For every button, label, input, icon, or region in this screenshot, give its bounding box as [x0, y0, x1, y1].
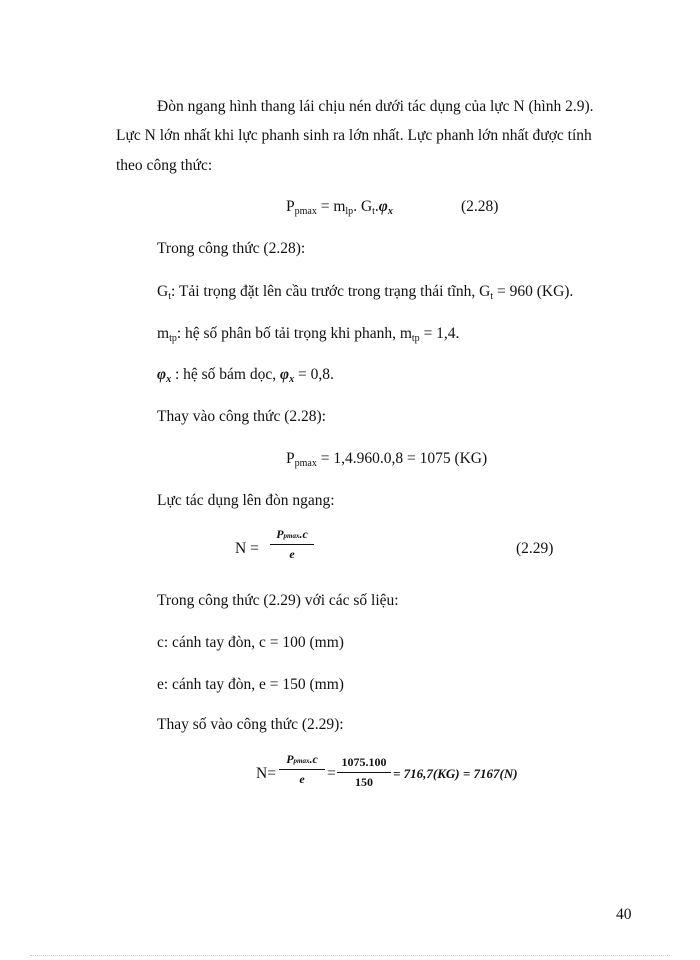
- paragraph-line-3: theo công thức:: [116, 157, 213, 174]
- phi-definition: $\varphi_x$ : hệ số bám dọc, $\varphi_x = 0,8$.: [157, 366, 334, 385]
- equation-2-28: $P_{pmax} = m_{lp}$. $G_t.\varphi_x$: [286, 198, 393, 217]
- e-definition: e: cánh tay đòn, e = 150 (mm): [157, 676, 344, 693]
- eq229-lhs: N =: [235, 540, 259, 557]
- text-in-formula-2-28: Trong công thức (2.28):: [157, 240, 306, 257]
- result-2-28: $P_{pmax} = 1,4.960.0,8 = 1075$ (KG): [286, 450, 488, 469]
- final-eq-fraction-1: Ppmax.c e: [279, 752, 325, 787]
- force-text: Lực tác dụng lên đòn ngang:: [157, 492, 335, 509]
- equation-number-2-29: (2.29): [516, 540, 554, 557]
- final-eq-result: = 716,7(KG) = 7167(N): [393, 766, 518, 781]
- substitute-2-28: Thay vào công thức (2.28):: [157, 408, 326, 425]
- substitute-2-29: Thay số vào công thức (2.29):: [157, 716, 344, 733]
- eq229-fraction: Ppmax.c e: [270, 527, 314, 562]
- equation-number-2-28: (2.28): [461, 198, 499, 215]
- page-number: 40: [616, 906, 632, 923]
- footer-divider: [30, 955, 670, 956]
- final-eq-lhs: N=: [256, 765, 276, 782]
- text-in-formula-2-29: Trong công thức (2.29) với các số liệu:: [157, 592, 399, 609]
- final-eq-equals: =: [327, 765, 336, 782]
- mtp-definition: $m_{tp}$: hệ số phân bố tải trọng khi phanh, $m_{tp} = 1,4$.: [157, 325, 460, 344]
- final-eq-fraction-2: 1075.100 150: [337, 755, 391, 790]
- gt-definition: $G_t$: Tải trọng đặt lên cầu trước trong trạng thái tĩnh, $G_t = 960$ (KG).: [157, 283, 574, 302]
- paragraph-line-2: Lực N lớn nhất khi lực phanh sinh ra lớn nhất. Lực phanh lớn nhất được tính: [116, 127, 592, 144]
- paragraph-line-1: Đòn ngang hình thang lái chịu nén dưới tác dụng của lực N (hình 2.9).: [157, 98, 594, 115]
- c-definition: c: cánh tay đòn, c = 100 (mm): [157, 634, 344, 651]
- phi-symbol: φ: [378, 198, 388, 215]
